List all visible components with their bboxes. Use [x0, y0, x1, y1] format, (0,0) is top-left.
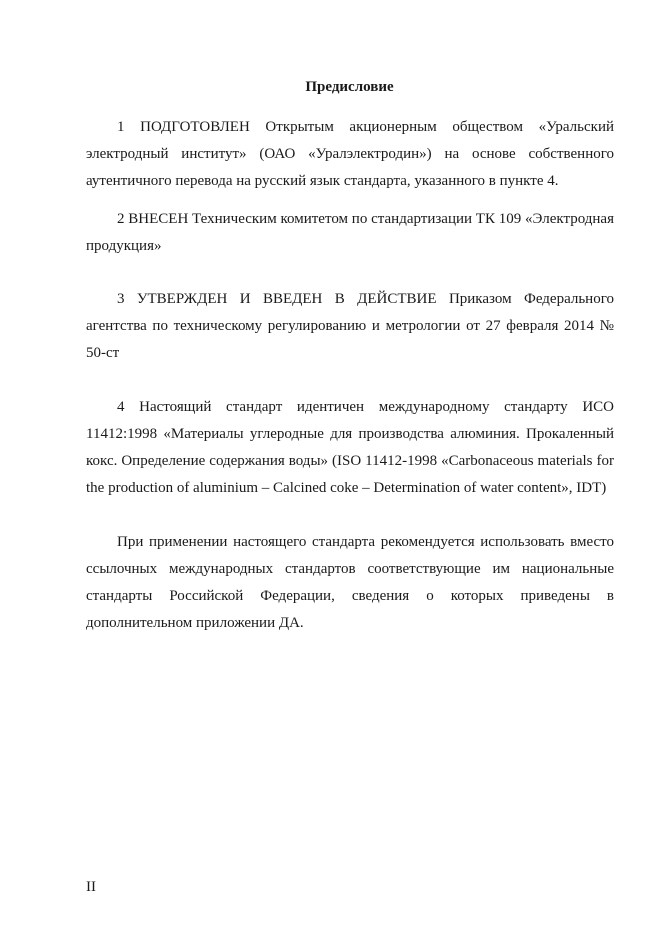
paragraph-application-note: При применении настоящего стандарта рекомендуется использовать вместо ссылочных международных стандартов соответствующие им национальные стандарты Российской Федерации, сведения о которых приведены в дополнительном приложении ДА. — [86, 534, 614, 631]
page-number: II — [86, 879, 96, 895]
paragraph-introduced: 2 ВНЕСЕН Техническим комитетом по стандартизации ТК 109 «Электродная продукция» — [86, 211, 614, 254]
page-title: Предисловие — [305, 79, 394, 95]
paragraph-approved: 3 УТВЕРЖДЕН И ВВЕДЕН В ДЕЙСТВИЕ Приказом Федерального агентства по техническому регулированию и метрологии от 27 февраля 2014 № 50-ст — [86, 291, 614, 361]
paragraph-prepared: 1 ПОДГОТОВЛЕН Открытым акционерным обществом «Уральский электродный институт» (ОАО «Уралэлектродин») на основе собственного аутентичного перевода на русский язык стандарта, указанного в пункте 4. — [86, 119, 614, 189]
paragraph-identical-standard: 4 Настоящий стандарт идентичен международному стандарту ИСО 11412:1998 «Материалы углеродные для производства алюминия. Прокаленный кокс. Определение содержания воды» (ISO 11412-1998 «Carbonaceous materials for the production of aluminium – Calcined coke – Determination of water content», IDT) — [86, 399, 614, 496]
